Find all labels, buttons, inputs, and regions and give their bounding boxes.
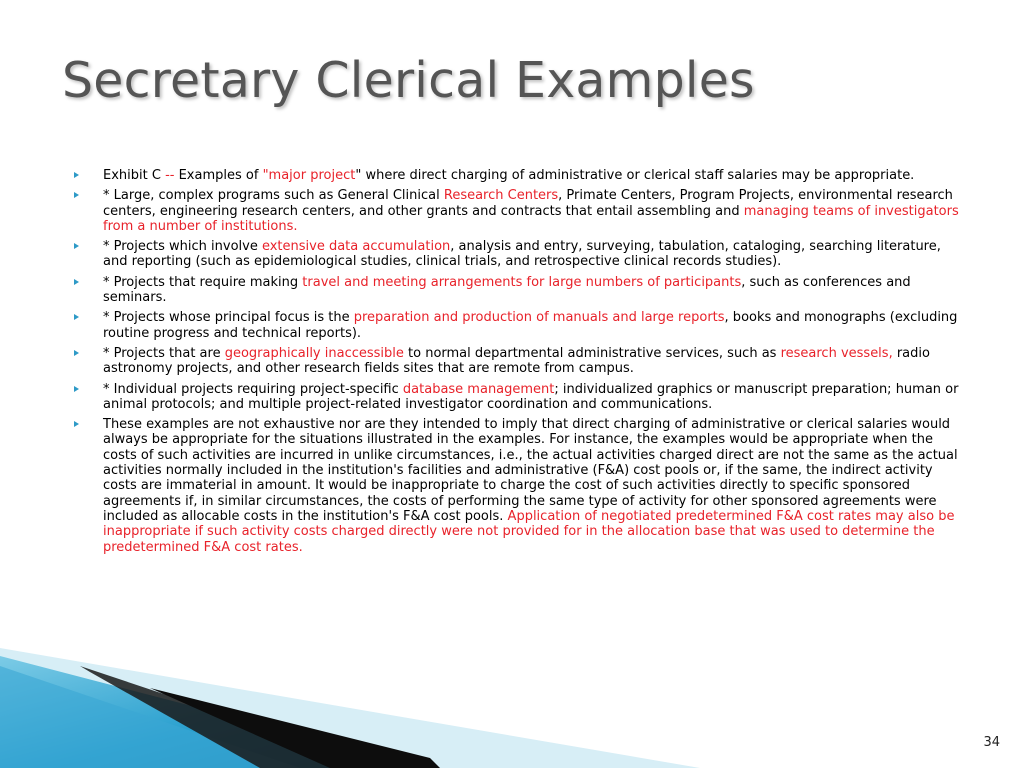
bullet-arrow-icon xyxy=(74,279,79,285)
bullet-item xyxy=(74,188,962,234)
bullet-item xyxy=(74,382,962,413)
bullet-item xyxy=(74,168,962,183)
body-text: These examples are not exhaustive nor are they intended to imply that direct charging of administrative or clerical salaries would always be appropriate for the situations illustrated in the examples. For instance, the examples would be appropriate when the costs of such activities are incurred in unlike circumstances, i.e., the actual activities charged direct are not the same as the actual activities normally included in the institution's facilities and administrative (F&A) cost pools or, if the same, the indirect activity costs are immaterial in amount. It would be inappropriate to charge the cost of such activities directly to specific sponsored agreements if, in similar circumstances, the costs of performing the same type of activity for other sponsored agreements were included as allocable costs in the institution's F&A cost pools. xyxy=(103,417,958,524)
exhibit-label: Exhibit C xyxy=(103,168,166,183)
bullet-item xyxy=(74,346,962,377)
highlighted-text: extensive data accumulation xyxy=(261,239,451,255)
highlighted-text: research vessels, xyxy=(780,345,893,361)
body-text: * Projects whose principal focus is the xyxy=(103,310,354,326)
highlighted-text: geographically inaccessible xyxy=(224,345,404,361)
body-text: , Primate Centers, Program Projects, environmental research centers, engineering research centers, and other grants and contracts that entail assembling and xyxy=(103,188,953,219)
body-text: * Projects which involve xyxy=(103,239,262,255)
body-text: " where direct charging of administrative or clerical staff salaries may be appropriate. xyxy=(355,168,915,183)
body-text: , books and monographs (excluding routine progress and technical reports). xyxy=(103,310,958,341)
body-text: , such as conferences and seminars. xyxy=(103,274,911,306)
decorative-swoosh xyxy=(0,648,700,768)
body-text: * Individual projects requiring project-specific xyxy=(103,381,403,397)
body-text: radio astronomy projects, and other research fields sites that are remote from campus. xyxy=(103,345,930,377)
body-text: * Projects that require making xyxy=(103,274,303,290)
bullet-item xyxy=(74,275,962,306)
body-text: Examples of xyxy=(174,168,263,183)
body-text: to normal departmental administrative services, such as xyxy=(403,345,781,361)
bullet-arrow-icon xyxy=(74,172,79,178)
bullet-arrow-icon xyxy=(74,421,79,427)
bullet-list xyxy=(74,168,962,560)
bullet-arrow-icon xyxy=(74,243,79,249)
bullet-item xyxy=(74,417,962,555)
page-number: 34 xyxy=(983,735,1000,750)
highlighted-text: travel and meeting arrangements for large numbers of participants xyxy=(302,274,742,290)
highlighted-text: database management xyxy=(402,381,555,397)
bullet-arrow-icon xyxy=(74,192,79,198)
slide-title: Secretary Clerical Examples xyxy=(62,52,755,109)
bullet-arrow-icon xyxy=(74,386,79,392)
bullet-item xyxy=(74,239,962,270)
highlighted-text: managing teams of investigators from a number of institutions. xyxy=(103,203,959,234)
bullet-item xyxy=(74,310,962,341)
highlighted-text: Application of negotiated predetermined F&A cost rates may also be inappropriate if such activity costs charged directly were not provided for in the allocation base that was used to determine the predetermined F&A cost rates. xyxy=(103,508,955,555)
body-text: ; individualized graphics or manuscript preparation; human or animal protocols; and multiple project-related investigator coordination and communications. xyxy=(103,381,959,412)
bullet-arrow-icon xyxy=(74,314,79,320)
highlighted-text: Research Centers xyxy=(443,188,559,204)
highlighted-text: preparation and production of manuals and large reports xyxy=(353,310,725,326)
dash-text: -- xyxy=(165,168,175,183)
body-text: * Projects that are xyxy=(103,345,225,361)
bullet-arrow-icon xyxy=(74,350,79,356)
highlighted-text: "major project xyxy=(262,168,356,183)
body-text: , analysis and entry, surveying, tabulation, cataloging, searching literature, and reporting (such as epidemiological studies, clinical trials, and retrospective clinical records studies). xyxy=(103,239,941,270)
body-text: * Large, complex programs such as General Clinical xyxy=(103,188,444,204)
